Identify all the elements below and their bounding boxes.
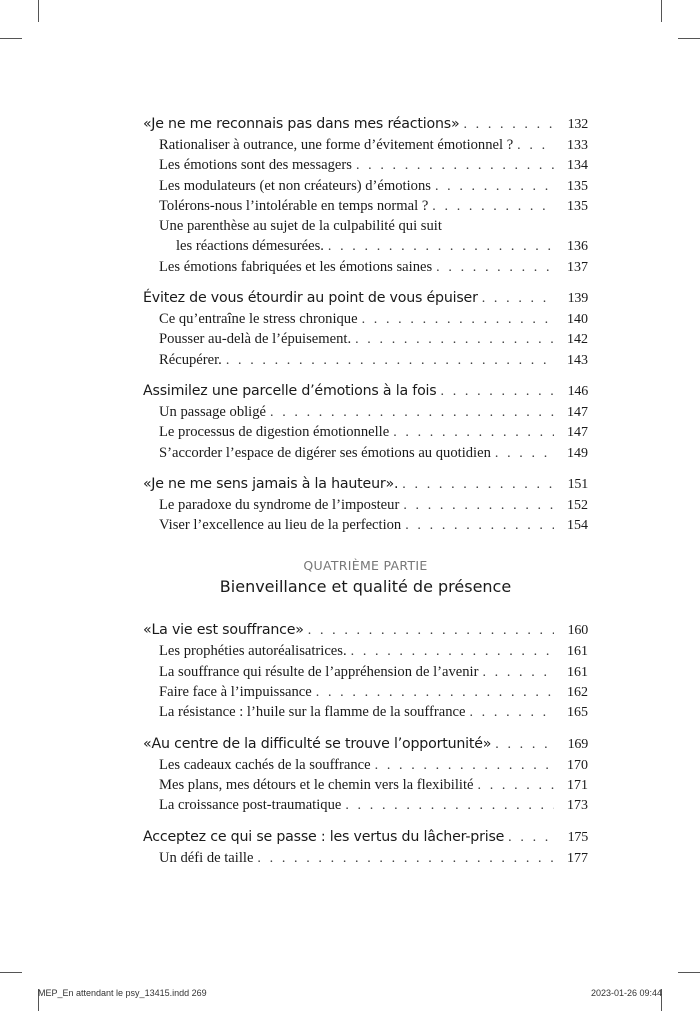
entry-row-leader [375, 756, 554, 775]
entry-row-leader [226, 351, 554, 370]
entry-row [143, 329, 588, 349]
chapter-row-page: 169 [567, 736, 588, 752]
entry-row-title: La résistance : l’huile sur la flamme de la souffrance [159, 704, 466, 721]
entry-row-page: 135 [567, 198, 588, 214]
entry-row-leader [316, 683, 554, 702]
entry-row [143, 196, 588, 216]
chapter-row [143, 287, 588, 309]
entry-title-line2: les réactions démesurées. [176, 238, 324, 255]
entry-row-title: Les émotions fabriquées et les émotions saines [159, 258, 433, 275]
footer-datetime: 2023-01-26 09:44 [590, 988, 662, 998]
entry-row-leader [356, 156, 554, 175]
entry-row-leader [403, 496, 554, 515]
entry-row-title: La souffrance qui résulte de l’appréhension de l’avenir [159, 663, 479, 680]
entry-row-page: 137 [567, 259, 588, 275]
crop-mark-top-right [661, 0, 662, 22]
entry-row-leader [469, 703, 554, 722]
toc-sections-before [143, 113, 588, 535]
entry-row-title: Viser l’excellence au lieu de la perfection [159, 517, 402, 534]
chapter-row-title: Acceptez ce qui se passe : les vertus du lâcher-prise [143, 828, 505, 845]
chapter-row-title: «Je ne me reconnais pas dans mes réactions» [143, 116, 460, 132]
toc-chapter [143, 733, 588, 816]
entry-page: 136 [567, 239, 588, 255]
entry-row-title: Récupérer. [159, 351, 222, 368]
entry-row [143, 155, 588, 175]
entry-row-page: 140 [567, 312, 588, 328]
entry-row-leader [432, 197, 554, 216]
entry-row-page: 162 [567, 685, 588, 701]
entry-row-leader [405, 516, 554, 535]
entry-row-leader [351, 642, 554, 661]
entry-row [143, 350, 588, 370]
entry-row-page: 134 [567, 158, 588, 174]
entry-row-leader [517, 136, 554, 155]
crop-mark-bottom-right-h [678, 972, 700, 973]
entry-row-leader [257, 849, 554, 868]
part-heading [143, 557, 588, 599]
entry-row-page: 171 [567, 777, 588, 793]
chapter-row-leader [308, 620, 554, 641]
entry-row-page: 170 [567, 757, 588, 773]
crop-mark-top-left-h [0, 38, 22, 39]
entry-row-title: Les cadeaux cachés de la souffrance [159, 756, 371, 773]
toc-chapter [143, 380, 588, 463]
entry-row [143, 402, 588, 422]
entry-row-leader [270, 403, 554, 422]
footer-file-info: MEP_En attendant le psy_13415.indd 269 [38, 988, 207, 998]
toc-chapter [143, 287, 588, 370]
entry-row [143, 515, 588, 535]
chapter-row-leader [463, 114, 554, 135]
entry-row [143, 755, 588, 775]
chapter-row-page: 146 [567, 383, 588, 399]
entry-row-page: 177 [567, 850, 588, 866]
crop-mark-top-left [38, 0, 39, 22]
entry-row-wrapped [143, 216, 588, 236]
toc-chapter [143, 473, 588, 536]
entry-row-page: 135 [567, 178, 588, 194]
entry-row-leader [345, 796, 554, 815]
entry-row-leader [393, 423, 554, 442]
entry-row [143, 495, 588, 515]
entry-row [143, 176, 588, 196]
chapter-row-leader [441, 381, 555, 402]
entry-row [143, 641, 588, 661]
entry-row-title: Faire face à l’impuissance [159, 684, 312, 701]
crop-mark-bottom-left-h [0, 972, 22, 973]
chapter-row [143, 826, 588, 848]
entry-row-title: Les émotions sont des messagers [159, 157, 352, 174]
entry-row [143, 135, 588, 155]
chapter-row-title: «Je ne me sens jamais à la hauteur». [143, 475, 399, 492]
chapter-row-leader [402, 474, 554, 495]
chapter-row-title: Assimilez une parcelle d’émotions à la fois [143, 382, 437, 399]
entry-row-title: S’accorder l’espace de digérer ses émotions au quotidien [159, 444, 491, 461]
part-label: QUATRIÈME PARTIE [303, 558, 428, 574]
entry-row [143, 775, 588, 795]
entry-row-leader [355, 330, 554, 349]
entry-row [143, 257, 588, 277]
chapter-row-page: 175 [567, 829, 588, 845]
toc-chapter [143, 113, 588, 277]
entry-row-page: 152 [567, 497, 588, 513]
chapter-row [143, 473, 588, 495]
toc-chapter [143, 619, 588, 722]
entry-row-leader [362, 310, 554, 329]
entry-row-title: Rationaliser à outrance, une forme d’évitement émotionnel ? [159, 137, 514, 153]
entry-row-title: Mes plans, mes détours et le chemin vers la flexibilité [159, 776, 474, 793]
entry-row [143, 443, 588, 463]
entry-row-page: 147 [567, 425, 588, 441]
entry-row-title: Les modulateurs (et non créateurs) d’émotions [159, 177, 431, 194]
print-footer [0, 988, 700, 1004]
entry-row [143, 702, 588, 722]
chapter-row-title: «Au centre de la difficulté se trouve l’opportunité» [143, 735, 492, 752]
toc-chapter [143, 826, 588, 868]
entry-title-line1: Une parenthèse au sujet de la culpabilité qui suit [159, 218, 442, 235]
entry-row-leader [482, 663, 554, 682]
chapter-row-page: 160 [567, 623, 588, 639]
entry-row [143, 422, 588, 442]
entry-row [143, 795, 588, 815]
entry-row-title: Le paradoxe du syndrome de l’imposteur [159, 496, 400, 513]
chapter-row-leader [482, 288, 554, 309]
entry-row-title: La croissance post-traumatique [159, 797, 342, 814]
entry-row-page: 149 [567, 445, 588, 461]
entry-row-page: 154 [567, 518, 588, 534]
entry-row-title: Ce qu’entraîne le stress chronique [159, 311, 358, 328]
entry-leader [328, 237, 554, 256]
entry-row-title: Les prophéties autoréalisatrices. [159, 643, 347, 660]
chapter-row-leader [495, 734, 554, 755]
chapter-row-page: 132 [567, 117, 588, 132]
entry-row [143, 848, 588, 868]
chapter-row-leader [508, 827, 554, 848]
chapter-row-page: 139 [567, 291, 588, 307]
entry-row-title: Tolérons-nous l’intolérable en temps normal ? [159, 197, 429, 214]
entry-row-page: 147 [567, 404, 588, 420]
entry-row-page: 143 [567, 352, 588, 368]
entry-row-page: 133 [567, 138, 588, 153]
entry-row [143, 682, 588, 702]
entry-row-title: Un défi de taille [159, 849, 254, 866]
chapter-row-page: 151 [567, 476, 588, 492]
entry-row-leader [435, 177, 554, 196]
chapter-row [143, 113, 588, 135]
table-of-contents [143, 113, 588, 878]
entry-row-page: 142 [567, 332, 588, 348]
entry-row-page: 161 [567, 664, 588, 680]
entry-row-title: Un passage obligé [159, 403, 266, 420]
entry-row-page: 165 [567, 705, 588, 721]
entry-row-title: Pousser au-delà de l’épuisement. [159, 331, 352, 348]
crop-mark-top-right-h [678, 38, 700, 39]
chapter-row [143, 380, 588, 402]
entry-row-page: 173 [567, 798, 588, 814]
entry-row-page: 161 [567, 644, 588, 660]
entry-row [143, 662, 588, 682]
entry-row-continued [143, 236, 588, 256]
entry-row-title: Le processus de digestion émotionnelle [159, 424, 390, 441]
chapter-row [143, 619, 588, 641]
toc-sections-after [143, 619, 588, 867]
entry-row-leader [495, 444, 554, 463]
entry-row-leader [478, 776, 555, 795]
chapter-row-title: Évitez de vous étourdir au point de vous épuiser [143, 290, 478, 307]
entry-row-leader [436, 258, 554, 277]
chapter-row [143, 733, 588, 755]
chapter-row-title: «La vie est souffrance» [143, 622, 304, 639]
entry-row [143, 309, 588, 329]
part-title: Bienveillance et qualité de présence [219, 577, 512, 597]
